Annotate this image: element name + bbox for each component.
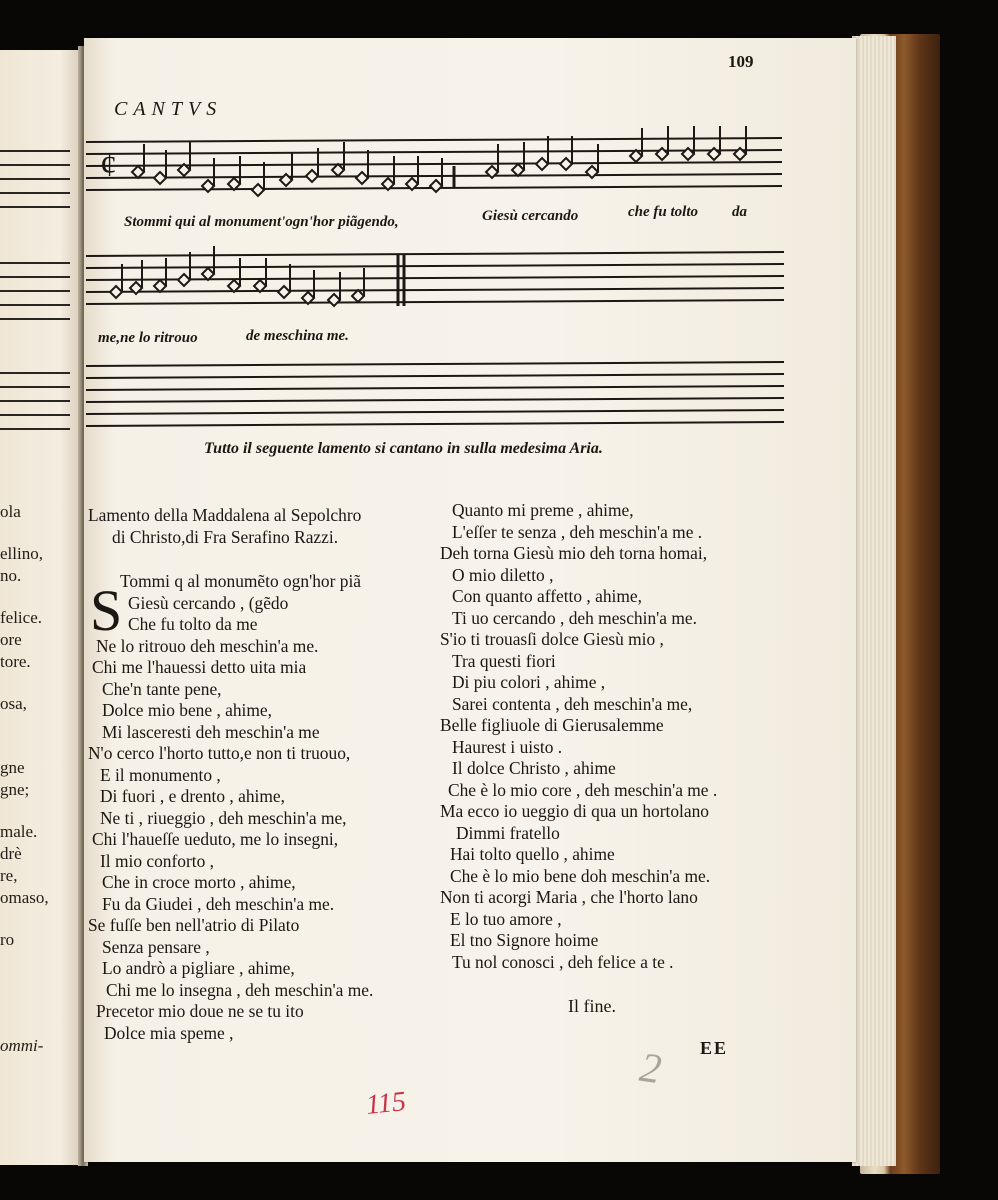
singing-instruction: Tutto il seguente lamento si cantano in sulla medesima Aria. — [204, 440, 603, 457]
lyric-line: che fu tolto — [628, 204, 698, 220]
left-page-fragment: tore. — [0, 652, 31, 671]
poem-line: Che è lo mio core , deh meschin'a me . — [448, 779, 718, 800]
poem-line: Tra questi fiori — [452, 650, 556, 671]
poem-line: Il mio conforto , — [100, 850, 214, 871]
left-page-fragment: drè — [0, 844, 22, 863]
poem-line: O mio diletto , — [452, 564, 554, 585]
poem-line: Ne lo ritrouo deh meschin'a me. — [96, 635, 319, 656]
poem-line: Tommi q al monumẽto ogn'hor piã — [120, 571, 362, 591]
poem-line: Ma ecco io ueggio di qua un hortolano — [440, 801, 710, 821]
poem-line: Hai tolto quello , ahime — [450, 844, 615, 864]
poem-line: Se fuſſe ben nell'atrio di Pilato — [88, 915, 300, 935]
poem-line: Deh torna Giesù mio deh torna homai, — [440, 543, 708, 563]
poem-line: Il dolce Christo , ahime — [452, 758, 616, 778]
left-page-fragment: ola — [0, 502, 21, 521]
svg-text:¢: ¢ — [100, 147, 117, 184]
poem-line: Di fuori , e drento , ahime, — [100, 786, 285, 806]
left-page-fragment: no. — [0, 566, 22, 585]
left-page-fragment: omaso, — [0, 888, 49, 907]
poem-author: di Christo,di Fra Serafino Razzi. — [112, 527, 339, 547]
poem-line: Che in croce morto , ahime, — [102, 872, 296, 892]
drop-cap: S — [90, 578, 123, 643]
poem-line: E lo tuo amore , — [450, 908, 562, 929]
lyric-line: Stommi qui al monument'ogn'hor piãgendo, — [124, 214, 399, 230]
poem-line: Fu da Giudei , deh meschin'a me. — [102, 893, 335, 914]
music-staff-3 — [86, 350, 786, 430]
poem-line: El tno Signore hoime — [450, 930, 599, 950]
lyric-line: de meschina me. — [246, 328, 349, 344]
poem-line: Che è lo mio bene doh meschin'a me. — [450, 865, 711, 886]
poem-line: Mi lasceresti deh meschin'a me — [102, 721, 320, 742]
poem-line: Dolce mia speme , — [104, 1022, 234, 1043]
poem-line: Ne ti , riueggio , deh meschin'a me, — [100, 807, 347, 828]
poem-line: Belle figliuole di Gierusalemme — [440, 715, 664, 735]
gathering-signature: EE — [700, 1038, 729, 1058]
poem-right-column — [440, 500, 717, 973]
poem-line: Senza pensare , — [102, 936, 210, 957]
lyric-line: Giesù cercando — [482, 208, 579, 224]
left-page-fragment: felice. — [0, 608, 42, 627]
page-number: 109 — [728, 52, 754, 71]
left-page-fragment: ro — [0, 930, 15, 949]
lyric-line: da — [732, 204, 747, 220]
poem-left-column — [88, 505, 373, 1044]
poem-line: Ti uo cercando , deh meschin'a me. — [452, 607, 697, 628]
music-staff-2 — [86, 240, 786, 315]
poem-line: Che'n tante pene, — [102, 678, 222, 699]
poem-line: Lo andrò a pigliare , ahime, — [102, 958, 295, 978]
left-page-fragment: ore — [0, 630, 22, 649]
poem-ending: Il fine. — [568, 996, 616, 1016]
handwritten-red-number: 115 — [364, 1086, 408, 1122]
poem-line: Di piu colori , ahime , — [452, 672, 606, 692]
poem-line: Haurest i uisto . — [452, 736, 563, 757]
poem-line: Sarei contenta , deh meschin'a me, — [452, 693, 693, 714]
poem-title: Lamento della Maddalena al Sepolchro — [88, 505, 362, 525]
poem-line: S'io ti trouasſi dolce Giesù mio , — [440, 629, 664, 649]
left-page-fragment: osa, — [0, 694, 27, 713]
left-page-fragment: ellino, — [0, 544, 43, 563]
poem-line: E il monumento , — [100, 764, 221, 785]
poem-line: Chi l'haueſſe ueduto, me lo insegni, — [92, 829, 339, 849]
lyric-line: me,ne lo ritrouo — [98, 330, 198, 346]
poem-line: Dolce mio bene , ahime, — [102, 700, 272, 720]
poem-line: Giesù cercando , (gẽdo — [128, 592, 289, 613]
left-page — [0, 50, 80, 1165]
voice-label: CANTVS — [114, 98, 223, 120]
music-staff-1 — [86, 120, 786, 200]
poem-line: Con quanto affetto , ahime, — [452, 586, 642, 606]
poem-line: Non ti acorgi Maria , che l'horto lano — [440, 887, 698, 907]
poem-line: L'eſſer te senza , deh meschin'a me . — [452, 521, 703, 542]
poem-line: N'o cerco l'horto tutto,e non ti truouo, — [88, 743, 351, 763]
left-page-fragment: ommi- — [0, 1036, 44, 1055]
poem-line: Tu nol conosci , deh felice a te . — [452, 951, 674, 972]
poem-line: Chi me l'hauessi detto uita mia — [92, 657, 307, 677]
poem-line: Che fu tolto da me — [128, 614, 258, 634]
poem-line: Quanto mi preme , ahime, — [452, 500, 634, 520]
poem-line: Chi me lo insegna , deh meschin'a me. — [106, 979, 374, 1000]
page-stack — [852, 36, 896, 1166]
poem-line: Precetor mio doue ne se tu ito — [96, 1001, 304, 1021]
left-page-fragment: male. — [0, 822, 38, 841]
left-page-fragment: gne — [0, 758, 25, 777]
left-page-fragment: re, — [0, 866, 18, 885]
pencil-mark: 2 — [636, 1044, 665, 1094]
left-page-fragment: gne; — [0, 780, 30, 799]
poem-line: Dimmi fratello — [456, 822, 560, 843]
